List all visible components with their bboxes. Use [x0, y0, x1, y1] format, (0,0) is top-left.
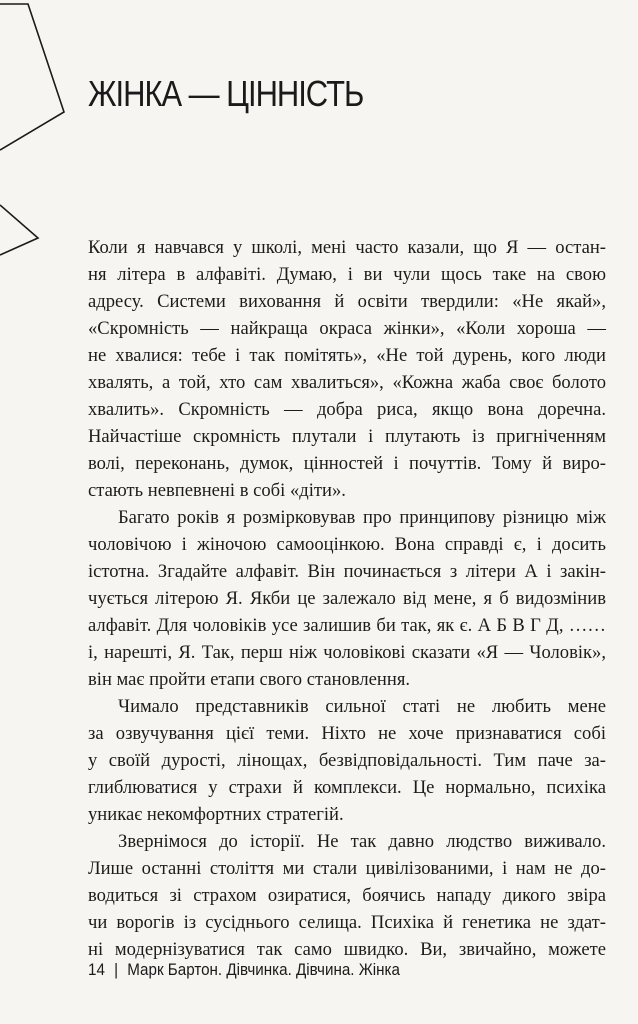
text-line: ня літера в алфавіті. Думаю, і ви чули щось таке на свою: [88, 264, 606, 285]
text-line: і, нарешті, Я. Так, перш ніж чоловікові сказати «Я — Чоловік»,: [88, 642, 606, 663]
text-line: уникає некомфортних стратегій.: [88, 804, 344, 825]
paragraph-1: [88, 234, 606, 504]
text-line: хвалять, а той, хто сам хвалиться», «Кожна жаба своє болото: [88, 372, 606, 393]
text-line: хвалить». Скромність — добра риса, якщо вона доречна.: [88, 399, 606, 420]
paragraph-2: [88, 504, 606, 693]
text-line: ні модернізуватися так само швидко. Ви, звичайно, можете: [88, 939, 606, 960]
page-footer: [88, 960, 400, 980]
text-line: глиблюватися у страхи й комплекси. Це нормально, психіка: [88, 777, 606, 798]
text-line: чоловічою і жіночою самооцінкою. Вона справді є, і досить: [88, 534, 606, 555]
body-text: [88, 234, 606, 963]
text-line: водиться зі страхом озиратися, боячись нападу дикого звіра: [88, 885, 606, 906]
triangle-outline-bottom: [0, 205, 38, 255]
text-line: Чимало представників сильної статі не любить мене: [118, 696, 606, 717]
page-number: 14: [88, 961, 105, 979]
chapter-title: ЖІНКА — ЦІННІСТЬ: [88, 73, 364, 114]
footer-separator: |: [114, 961, 119, 979]
text-line: адресу. Системи виховання й освіти твердили: «Не якай»,: [88, 291, 606, 312]
triangle-outline-top: [0, 4, 64, 150]
text-line: у своїй дурості, лінощах, безвідповідальності. Тим паче за-: [88, 750, 606, 771]
text-line: за озвучування цієї теми. Ніхто не хоче признаватися собі: [88, 723, 606, 744]
text-line: Найчастіше скромність плутали і плутають із пригніченням: [88, 426, 606, 447]
text-line: алфавіт. Для чоловіків усе залишив би так, як є. А Б В Г Д, ……: [88, 615, 606, 636]
text-line: чи ворогів із сусіднього селища. Психіка й генетика не здат-: [88, 912, 606, 933]
text-line: волі, переконань, думок, цінностей і почуттів. Тому й виро-: [88, 453, 606, 474]
book-info: Марк Бартон. Дівчинка. Дівчина. Жінка: [127, 961, 400, 979]
text-line: він має пройти етапи свого становлення.: [88, 669, 411, 690]
text-line: Лише останні століття ми стали цивілізованими, і нам не до-: [88, 858, 606, 879]
text-line: Багато років я розмірковував про принципову різницю між: [118, 507, 606, 528]
text-line: стають невпевнені в собі «діти».: [88, 480, 346, 501]
text-line: Коли я навчався у школі, мені часто казали, що Я — остан-: [88, 237, 606, 258]
text-line: Звернімося до історії. Не так давно людство виживало.: [118, 831, 606, 852]
text-line: чується літерою Я. Якби це залежало від мене, я б видозмінив: [88, 588, 606, 609]
text-line: істотна. Згадайте алфавіт. Він починається з літери А і закін-: [88, 561, 606, 582]
paragraph-3: [88, 693, 606, 828]
text-line: «Скромність — найкраща окраса жінки», «Коли хороша —: [88, 318, 606, 339]
paragraph-4: [88, 828, 606, 963]
text-line: не хвалися: тебе і так помітять», «Не той дурень, кого люди: [88, 345, 606, 366]
